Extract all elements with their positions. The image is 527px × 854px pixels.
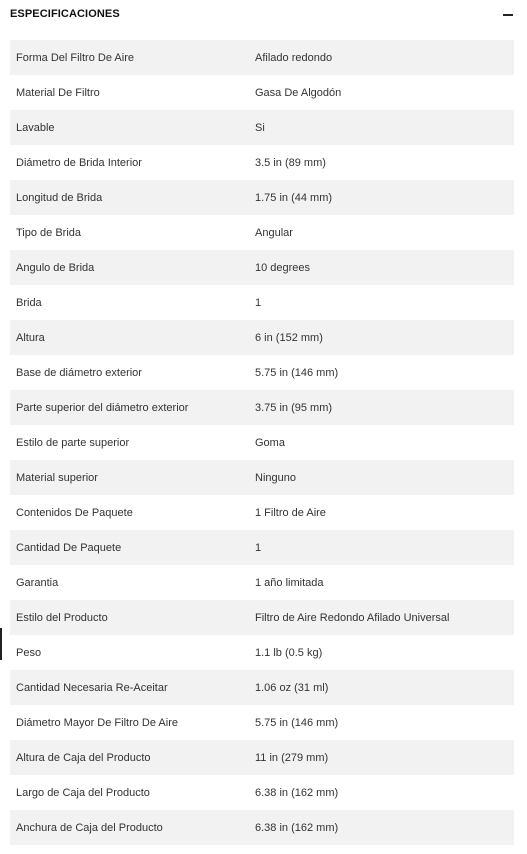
spec-value: 3.5 in (89 mm) (255, 156, 326, 169)
spec-row (10, 705, 514, 740)
spec-value: 6.38 in (162 mm) (255, 786, 339, 799)
spec-label: Material De Filtro (16, 86, 100, 99)
spec-label: Cantidad De Paquete (16, 541, 122, 554)
spec-row (10, 390, 514, 425)
spec-row (10, 635, 514, 670)
spec-value: 1 año limitada (255, 576, 324, 589)
spec-row (10, 425, 514, 460)
spec-label: Anchura de Caja del Producto (16, 821, 163, 834)
spec-value: 6 in (152 mm) (255, 331, 323, 344)
spec-label: Altura (16, 331, 45, 344)
spec-value: 6.38 in (162 mm) (255, 821, 339, 834)
spec-value: Ninguno (255, 471, 296, 484)
spec-row (10, 775, 514, 810)
spec-label: Diámetro de Brida Interior (16, 156, 142, 169)
spec-row (10, 250, 514, 285)
spec-label: Cantidad Necesaria Re-Aceitar (16, 681, 168, 694)
spec-value: 11 in (279 mm) (255, 751, 329, 764)
spec-label: Brida (16, 296, 42, 309)
spec-row (10, 355, 514, 390)
spec-label: Estilo del Producto (16, 611, 108, 624)
spec-value: 5.75 in (146 mm) (255, 366, 339, 379)
spec-label: Material superior (16, 471, 98, 484)
spec-value: Gasa De Algodón (255, 86, 342, 99)
spec-value: 1 (255, 296, 262, 309)
spec-row (10, 75, 514, 110)
spec-row (10, 215, 514, 250)
spec-value: Si (255, 121, 265, 134)
spec-value: 3.75 in (95 mm) (255, 401, 333, 414)
spec-label: Parte superior del diámetro exterior (16, 401, 189, 414)
specifications-table (10, 40, 514, 845)
spec-value: 10 degrees (255, 261, 311, 274)
specifications-header[interactable] (0, 0, 527, 32)
spec-row (10, 110, 514, 145)
spec-row (10, 670, 514, 705)
spec-row (10, 145, 514, 180)
section-title: ESPECIFICACIONES (10, 8, 120, 20)
spec-value: Afilado redondo (255, 51, 333, 64)
spec-label: Forma Del Filtro De Aire (16, 51, 134, 64)
minus-icon[interactable] (501, 8, 515, 22)
spec-row (10, 460, 514, 495)
spec-value: Filtro de Aire Redondo Afilado Universal (255, 611, 450, 624)
spec-value: 1 (255, 541, 262, 554)
spec-label: Tipo de Brida (16, 226, 82, 239)
spec-label: Longitud de Brida (16, 191, 103, 204)
spec-row (10, 530, 514, 565)
spec-value: Angular (255, 226, 293, 239)
spec-label: Garantia (16, 576, 59, 589)
spec-value: 5.75 in (146 mm) (255, 716, 339, 729)
spec-value: 1 Filtro de Aire (255, 506, 326, 519)
spec-row (10, 40, 514, 75)
spec-value: 1.06 oz (31 ml) (255, 681, 329, 694)
spec-row (10, 320, 514, 355)
spec-label: Contenidos De Paquete (16, 506, 133, 519)
spec-row (10, 810, 514, 845)
spec-label: Base de diámetro exterior (16, 366, 142, 379)
spec-row (10, 495, 514, 530)
spec-row (10, 180, 514, 215)
spec-value: 1.1 lb (0.5 kg) (255, 646, 323, 659)
spec-row (10, 600, 514, 635)
spec-label: Diámetro Mayor De Filtro De Aire (16, 716, 178, 729)
spec-row (10, 285, 514, 320)
spec-label: Estilo de parte superior (16, 436, 130, 449)
spec-label: Largo de Caja del Producto (16, 786, 150, 799)
spec-label: Altura de Caja del Producto (16, 751, 151, 764)
spec-label: Angulo de Brida (16, 261, 95, 274)
spec-row (10, 565, 514, 600)
spec-label: Lavable (16, 121, 55, 134)
side-marker (0, 628, 2, 660)
spec-value: Goma (255, 436, 285, 449)
spec-label: Peso (16, 646, 42, 659)
spec-value: 1.75 in (44 mm) (255, 191, 333, 204)
spec-row (10, 740, 514, 775)
